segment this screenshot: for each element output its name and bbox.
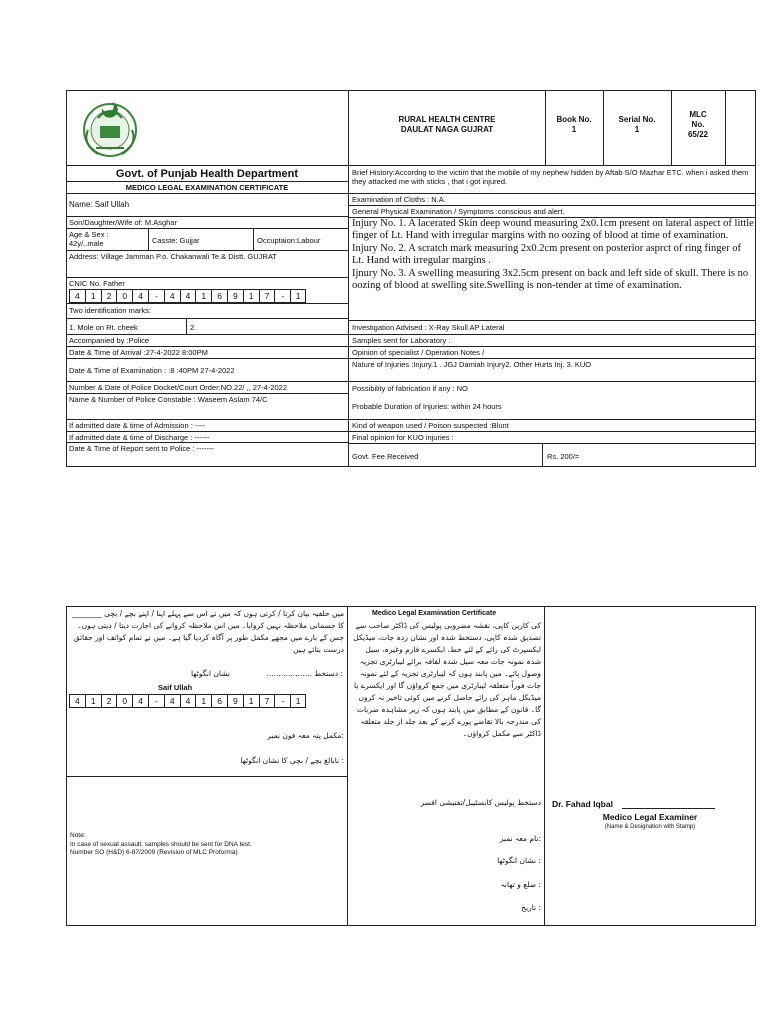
admission-time: If admitted date & time of Admission : ---- <box>69 421 205 430</box>
fee-value: Rs. 200/= <box>547 452 580 461</box>
cnic-digit: 1 <box>290 695 306 707</box>
certificate-title: MEDICO LEGAL EXAMINATION CERTIFICATE <box>125 183 289 192</box>
cnic-digit: 2 <box>101 290 117 302</box>
thumb-impression-label: : نشان انگوٹھا <box>497 856 541 865</box>
cnic-digit: 4 <box>164 695 180 707</box>
police-constable: Name & Number of Police Constable : Waseem Aslam 74/C <box>69 395 268 404</box>
cnic-digit: 7 <box>259 290 275 302</box>
occupation: Occuptaion:Labour <box>257 236 321 245</box>
cnic-digit: 6 <box>211 695 227 707</box>
cnic-digit: - <box>148 290 164 302</box>
injuries-description: Injury No. 1. A lacerated Skin deep wound measuring 2x0.1cm present on lateral aspect of little finger of Lt. Hand with irregular margins with no oozing of blood at time of examination. Injury No. 2. A scratch mark measuring 2x0.2cm present on posterior asprct of ring finger of Lt. Hand with irregular margins . Ijnury No. 3. A swelling measuring 3x2.5cm present on back and left side of skull. There is no oozing of blood at swelling site.Swelling is non-tender at time of examination. <box>352 218 754 292</box>
cnic-digit: 6 <box>211 290 227 302</box>
cnic-digit: 1 <box>195 290 211 302</box>
patient-name-bottom: Saif Ullah <box>158 683 193 692</box>
doctor-subtitle: (Name & Designation with Stamp) <box>604 824 696 830</box>
caste: Casste: Gujjar <box>152 236 200 245</box>
department-title: Govt. of Punjab Health Department <box>115 168 299 180</box>
constable-signature: دستخط پولیس کانسٹیبل/تفتیشی افسر <box>420 798 541 807</box>
doctor-title: Medico Legal Examiner <box>602 812 698 822</box>
cnic-digits-bottom <box>69 694 306 708</box>
cnic-digit: - <box>274 695 290 707</box>
cnic-digit: - <box>274 290 290 302</box>
brief-history: Brief History:Accordng to the victim that the mobile of my nephew hidden by Aftab S/O Mazhar ETC. when i asked them they attacked me with sticks , that i got injured. <box>352 168 749 186</box>
patient-name: Name: Saif Ullah <box>69 200 130 209</box>
accompanied-by: Accompanied by :Police <box>69 336 150 345</box>
samples-sent: Samples sent for Laboratory . <box>352 336 451 345</box>
cnic-digit: 1 <box>290 290 306 302</box>
police-docket: Number & Date of Police Docket/Court Order:NO.22/ ,, 27-4-2022 <box>69 383 288 392</box>
final-opinion: Final opinion for KUO injuries : <box>352 433 454 442</box>
mark-one: 1. Mole on Rt. cheek <box>69 323 138 332</box>
address-phone-label: :مکمل پتہ معہ فون نمبر <box>267 731 344 740</box>
two-marks-label: Two identification marks: <box>69 306 152 315</box>
cnic-digit: 0 <box>116 290 132 302</box>
cnic-digit: 4 <box>132 290 148 302</box>
note-line-1: In case of sexual assault, samples should be sent for DNA test. <box>70 840 252 848</box>
book-number: Book No. 1 <box>556 115 592 134</box>
guardian-thumb-label: : نابالغ بچے / بچی کا نشان انگوٹھا <box>240 756 344 765</box>
cnic-digit: 1 <box>243 695 259 707</box>
cnic-digit: 9 <box>227 290 243 302</box>
note-block <box>70 832 252 858</box>
serial-number: Serial No. 1 <box>618 115 656 134</box>
doctor-name: Dr. Fahad Iqbal <box>552 799 613 809</box>
cnic-digit: 4 <box>180 290 196 302</box>
thumb-label: نشان انگوٹھا <box>191 669 230 678</box>
cnic-digits <box>69 289 306 303</box>
cnic-digit: 7 <box>259 695 275 707</box>
discharge-time: If admitted date & time of Discharge : ------ <box>69 433 210 442</box>
cnic-digit: 4 <box>69 290 85 302</box>
examination-of-cloths: Examination of Cloths : N.A. <box>352 195 446 204</box>
carbon-copy-text: کی کاربن کاپی، نقشہ مضروبی پولیس کی ڈاکٹر صاحب سے تصدیق شدہ کاپی، دستخط شدہ اور نشان زدہ جات، میڈیکل ایکسپرٹ کی رائے کے لئے خط، ایکسرے فارم وغیرہ، سیل شدہ نمونہ جات معہ سیل شدہ لفافہ برائے لیبارٹری تجزیہ وصول پائے۔ میں پابند ہوں کہ لیبارٹری تجزیہ کے لئے نمونہ جات فوراً متعلقہ لیبارٹری میں جمع کرواؤں گا اور ایکسرے یا میڈیکل ماہر کی رائے حاصل کرنے میں کوئی تاخیر نہ کروں گا۔ قانون کے مطابق میں پابند ہوں کہ زیر مشاہدہ ضربات کی مندرجہ بالا تقاضے پورے کرنے کے بعد جلد از جلد متعلقہ ڈاکٹر سے مکمل کرواؤں۔ <box>353 621 541 738</box>
cnic-digit: 2 <box>101 695 117 707</box>
mlc-number: MLC No. 65/22 <box>687 110 709 139</box>
address: Address: Village Jamman P.o. Chakanwali Te.& Distt. GUJRAT <box>69 252 277 261</box>
consent-statement: میں حلفیہ بیان کرتا / کرتی ہوں کہ میں نے اس سے پہلے اپنا / اپنے بچے / بچی ________ کا جسمانی ملاحظہ نہیں کروایا۔ میں اس ملاحظہ کروانے کی اجازت دیتا / دیتی ہوں۔ جس کے بارے میں مجھے مکمل طور پر آگاہ کردیا گیا ہے۔ میں نے تمام کوائف اور حقائق درست بتائے ہیں <box>71 609 344 654</box>
cnic-digit: 9 <box>227 695 243 707</box>
cnic-digit: 1 <box>243 290 259 302</box>
cnic-digit: 1 <box>85 695 101 707</box>
examination-time: Date & Time of Examination : :8 :40PM 27-4-2022 <box>69 366 235 375</box>
note-title: Note: <box>70 832 86 839</box>
cnic-digit: - <box>148 695 164 707</box>
general-examination: General Physical Examination / Symptoms :conscious and alert. <box>352 207 565 216</box>
fabrication-possibility: Possibility of fabrication if any : NO <box>352 384 468 393</box>
age-sex: Age & Sex : 42y/..male <box>69 230 109 248</box>
cnic-digit: 0 <box>116 695 132 707</box>
investigation-advised: Investigation Advised : X-Ray Skull AP Lateral <box>352 323 505 332</box>
nature-of-injuries: Nature of Injuries :Injury.1 . JGJ Damiah Injury2. Other Hurts Inj. 3. KUO <box>352 360 592 369</box>
cnic-digit: 4 <box>132 695 148 707</box>
arrival-time: Date & Time of Arrival :27-4-2022 8:00PM <box>69 348 208 357</box>
cnic-label: CNIC No. Father <box>69 279 125 288</box>
cnic-digit: 1 <box>195 695 211 707</box>
cnic-digit: 4 <box>164 290 180 302</box>
fee-label: Govt. Fee Received <box>352 452 419 461</box>
note-line-2: Number SO (H&D) 6-87/2009 (Revision of MLC Proforma) <box>70 849 238 856</box>
injury-duration: Probable Duration of Injuries: within 24 hours <box>352 402 502 411</box>
weapon-kind: Kind of weapon used / Poison suspected :Blunt <box>352 421 509 430</box>
cnic-digit: 1 <box>85 290 101 302</box>
date-label: : تاریخ <box>521 903 541 912</box>
punjab-government-logo <box>72 96 148 162</box>
mark-two: 2. <box>190 323 197 332</box>
name-number-label: :نام معہ نمبر <box>499 834 541 843</box>
cnic-digit: 4 <box>69 695 85 707</box>
report-sent-time: Date & Time of Report sent to Police : ------- <box>69 444 215 453</box>
sign-label: : دستخط ................... <box>266 669 343 678</box>
district-label: : ضلع و تھانہ <box>500 880 541 889</box>
specialist-opinion: Opinion of specialist / Operation Notes / <box>352 348 485 357</box>
son-of: Son/Daughter/Wife of: M.Asghar <box>69 218 177 227</box>
copy-title: Medico Legal Examination Certificate <box>372 610 497 617</box>
cnic-digit: 4 <box>180 695 196 707</box>
centre-name: RURAL HEALTH CENTRE DAULAT NAGA GUJRAT <box>398 115 496 134</box>
